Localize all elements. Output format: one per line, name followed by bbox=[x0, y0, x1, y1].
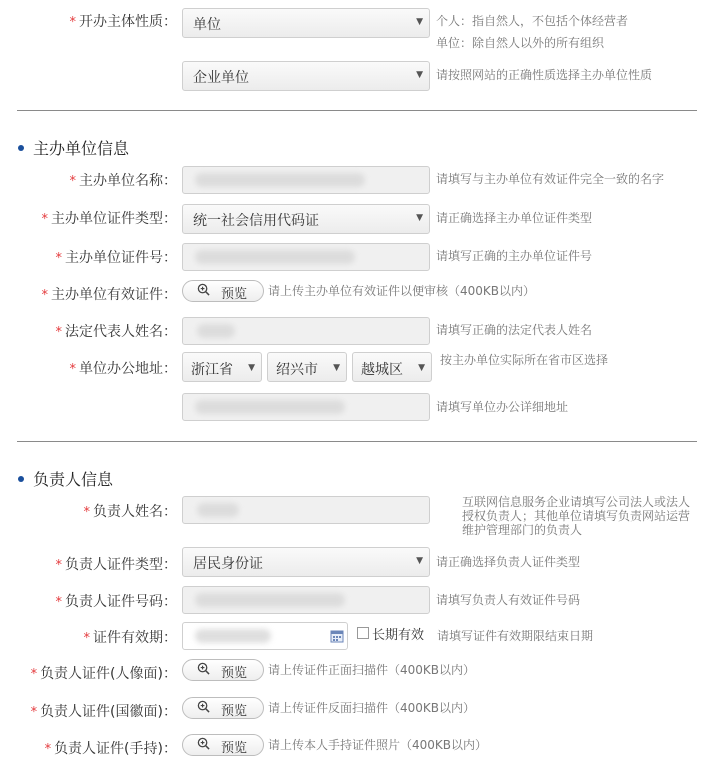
person-name-hint-line: 互联网信息服务企业请填写公司法人或法人 bbox=[462, 495, 691, 509]
chevron-down-icon: ▼ bbox=[416, 556, 423, 566]
person-id-no-hint: 请填写负责人有效证件号码 bbox=[436, 593, 581, 607]
required-star: * bbox=[44, 742, 52, 757]
redacted-value bbox=[195, 250, 355, 264]
id-hand-hint: 请上传本人手持证件照片（400KB以内） bbox=[268, 738, 488, 752]
unit-nature-select[interactable] bbox=[182, 61, 430, 91]
person-name-label: * 负责人姓名： bbox=[83, 504, 177, 520]
redacted-value bbox=[197, 324, 235, 338]
id-front-preview-button[interactable] bbox=[182, 659, 264, 681]
unit-cert-file-label: * 主办单位有效证件： bbox=[41, 287, 177, 303]
required-star: * bbox=[55, 595, 62, 610]
redacted-value bbox=[197, 503, 239, 517]
person-id-no-label: * 负责人证件号码： bbox=[55, 594, 177, 610]
preview-label: 预览 bbox=[221, 287, 248, 302]
unit-name-input[interactable] bbox=[182, 166, 430, 194]
unit-cert-file-hint: 请上传主办单位有效证件以便审核（400KB以内） bbox=[268, 284, 536, 298]
legal-rep-label: * 法定代表人姓名： bbox=[55, 324, 177, 340]
zoom-in-icon bbox=[197, 737, 210, 750]
chevron-down-icon: ▼ bbox=[248, 363, 255, 373]
required-star: * bbox=[83, 505, 90, 520]
legal-rep-input[interactable] bbox=[182, 317, 430, 345]
chevron-down-icon: ▼ bbox=[333, 363, 340, 373]
id-hand-label: * 负责人证件(手持)： bbox=[44, 741, 177, 757]
city-select[interactable] bbox=[267, 352, 347, 382]
unit-nature-select-value: 企业单位 bbox=[193, 70, 249, 86]
person-section-title: 负责人信息 bbox=[18, 467, 113, 490]
chevron-down-icon: ▼ bbox=[416, 17, 423, 27]
unit-cert-type-hint: 请正确选择主办单位证件类型 bbox=[436, 211, 593, 225]
required-star: * bbox=[83, 631, 90, 646]
redacted-value bbox=[195, 173, 365, 187]
chevron-down-icon: ▼ bbox=[416, 213, 423, 223]
office-address-detail-input[interactable] bbox=[182, 393, 430, 421]
person-name-hint bbox=[462, 495, 690, 537]
chevron-down-icon: ▼ bbox=[418, 363, 425, 373]
required-star: * bbox=[69, 15, 76, 30]
required-star: * bbox=[69, 362, 76, 377]
chevron-down-icon: ▼ bbox=[416, 70, 423, 80]
office-address-hint: 按主办单位实际所在省市区选择 bbox=[440, 353, 609, 367]
id-front-hint: 请上传证件正面扫描件（400KB以内） bbox=[268, 663, 476, 677]
required-star: * bbox=[55, 558, 62, 573]
long-term-checkbox[interactable] bbox=[357, 627, 369, 639]
unit-cert-type-value: 统一社会信用代码证 bbox=[193, 213, 319, 229]
required-star: * bbox=[30, 705, 38, 720]
unit-nature-hint: 请按照网站的正确性质选择主办单位性质 bbox=[436, 68, 653, 82]
validity-date-input[interactable] bbox=[182, 622, 348, 650]
nature-select[interactable] bbox=[182, 8, 430, 38]
person-id-type-select[interactable] bbox=[182, 547, 430, 577]
unit-cert-preview-button[interactable] bbox=[182, 280, 264, 302]
person-id-no-input[interactable] bbox=[182, 586, 430, 614]
id-front-label: * 负责人证件(人像面)： bbox=[30, 666, 177, 682]
nature-select-value: 单位 bbox=[193, 17, 221, 33]
person-id-type-value: 居民身份证 bbox=[193, 556, 263, 572]
unit-cert-type-select[interactable] bbox=[182, 204, 430, 234]
required-star: * bbox=[55, 325, 62, 340]
bullet-icon bbox=[18, 145, 24, 151]
bullet-icon bbox=[18, 476, 24, 482]
required-star: * bbox=[69, 174, 76, 189]
office-address-detail-hint: 请填写单位办公详细地址 bbox=[436, 400, 569, 414]
preview-label: 预览 bbox=[221, 741, 248, 756]
unit-section-title: 主办单位信息 bbox=[18, 136, 129, 159]
district-select[interactable] bbox=[352, 352, 432, 382]
redacted-value bbox=[195, 400, 345, 414]
validity-hint: 请填写证件有效期限结束日期 bbox=[437, 629, 594, 643]
nature-hint-unit: 单位：除自然人以外的所有组织 bbox=[436, 36, 605, 50]
person-id-type-hint: 请正确选择负责人证件类型 bbox=[436, 555, 581, 569]
zoom-in-icon bbox=[197, 662, 210, 675]
redacted-value bbox=[195, 629, 271, 643]
section-divider bbox=[17, 110, 697, 111]
preview-label: 预览 bbox=[221, 666, 248, 681]
id-back-hint: 请上传证件反面扫描件（400KB以内） bbox=[268, 701, 476, 715]
unit-name-label: * 主办单位名称： bbox=[69, 173, 177, 189]
required-star: * bbox=[41, 288, 48, 303]
person-name-hint-line: 授权负责人；其他单位请填写负责网站运营 bbox=[462, 509, 691, 523]
unit-cert-no-label: * 主办单位证件号： bbox=[55, 250, 177, 266]
unit-cert-no-hint: 请填写正确的主办单位证件号 bbox=[436, 249, 593, 263]
office-address-label: * 单位办公地址： bbox=[69, 361, 177, 377]
validity-label: * 证件有效期： bbox=[83, 630, 177, 646]
unit-name-hint: 请填写与主办单位有效证件完全一致的名字 bbox=[436, 172, 665, 186]
redacted-value bbox=[195, 593, 345, 607]
province-value: 浙江省 bbox=[191, 362, 233, 378]
required-star: * bbox=[30, 667, 38, 682]
person-name-hint-line: 维护管理部门的负责人 bbox=[462, 523, 583, 537]
id-hand-preview-button[interactable] bbox=[182, 734, 264, 756]
province-select[interactable] bbox=[182, 352, 262, 382]
zoom-in-icon bbox=[197, 283, 210, 296]
zoom-in-icon bbox=[197, 700, 210, 713]
section-divider bbox=[17, 441, 697, 442]
unit-cert-no-input[interactable] bbox=[182, 243, 430, 271]
unit-cert-type-label: * 主办单位证件类型： bbox=[41, 211, 177, 227]
person-id-type-label: * 负责人证件类型： bbox=[55, 557, 177, 573]
long-term-label: 长期有效 bbox=[372, 628, 425, 643]
id-back-label: * 负责人证件(国徽面)： bbox=[30, 704, 177, 720]
required-star: * bbox=[55, 251, 62, 266]
required-star: * bbox=[41, 212, 48, 227]
city-value: 绍兴市 bbox=[276, 362, 318, 378]
preview-label: 预览 bbox=[221, 704, 248, 719]
nature-label: * 开办主体性质： bbox=[69, 14, 177, 30]
id-back-preview-button[interactable] bbox=[182, 697, 264, 719]
district-value: 越城区 bbox=[361, 362, 403, 378]
person-name-input[interactable] bbox=[182, 496, 430, 524]
legal-rep-hint: 请填写正确的法定代表人姓名 bbox=[436, 323, 593, 337]
nature-hint-personal: 个人：指自然人，不包括个体经营者 bbox=[436, 14, 629, 28]
calendar-icon[interactable] bbox=[330, 629, 344, 643]
